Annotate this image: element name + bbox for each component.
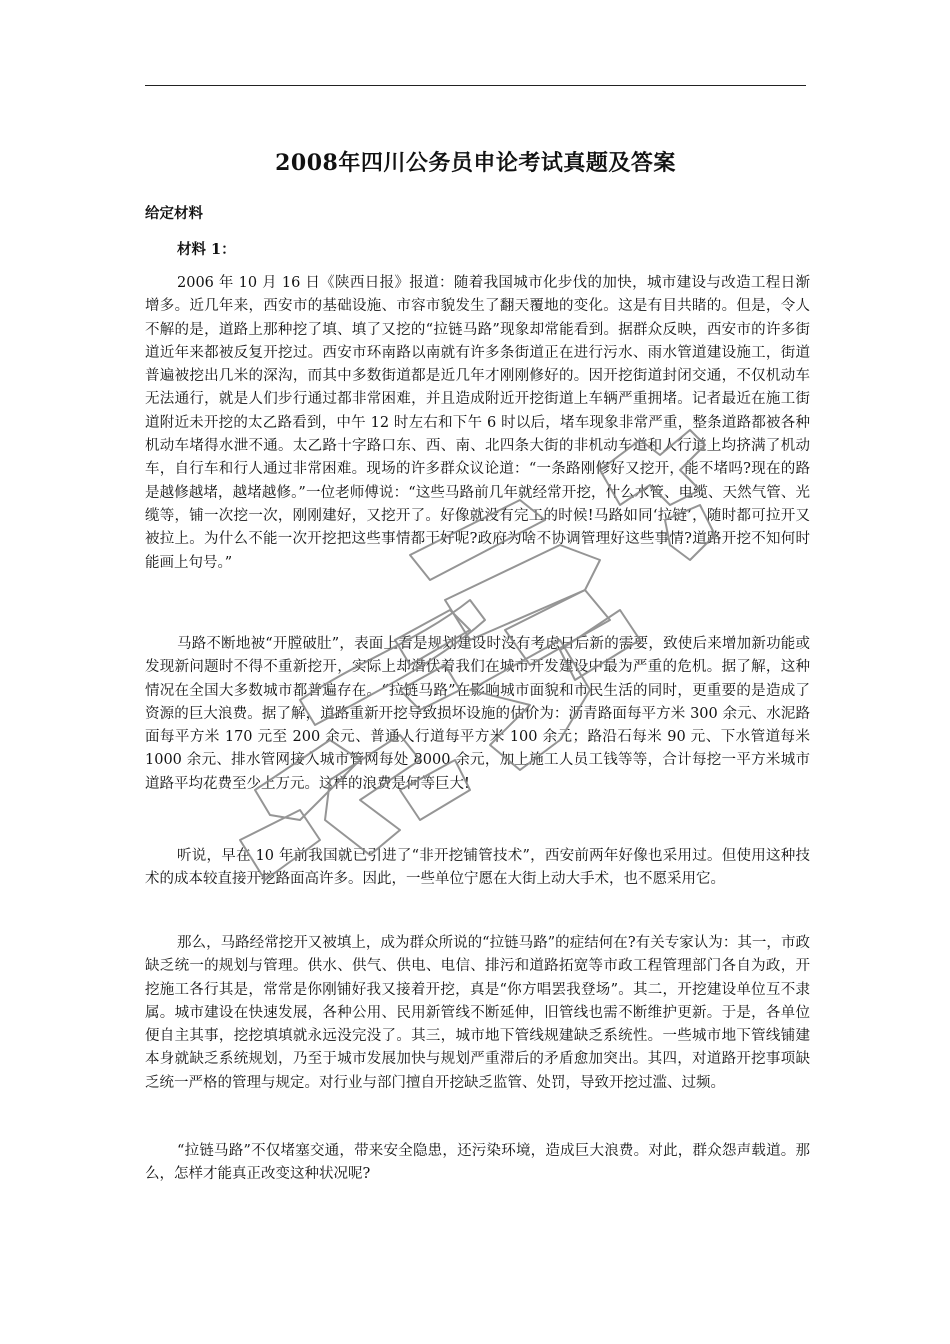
paragraph-2 [145,633,810,796]
paragraph-4 [145,932,810,1095]
document-title: 2008年四川公务员申论考试真题及答案 [275,150,676,176]
paragraph-text: 2006 年 10 月 16 日《陕西日报》报道：随着我国城市化步伐的加快，城市建设与改造工程日渐增多。近几年来，西安市的基础设施、市容市貌发生了翻天覆地的变化。这是有目共睹的。但是，令人不解的是，道路上那种挖了填、填了又挖的“拉链马路”现象却常能看到。据群众反映，西安市的许多街道近年来都被反复开挖过。西安市环南路以南就有许多条街道正在进行污水、雨水管道建设施工，街道普遍被挖出几米的深沟，而其中多数街道都是近几年才刚刚修好的。因开挖街道封闭交通，不仅机动车无法通行，就是人们步行通过都非常困难，并且造成附近开挖街道上车辆严重拥堵。记者最近在施工街道附近未开挖的太乙路看到，中午 12 时左右和下午 6 时以后，堵车现象非常严重，整条道路都被各种机动车堵得水泄不通。太乙路十字路口东、西、南、北四条大街的非机动车道和人行道上均挤满了机动车，自行车和行人通过非常困难。现场的许多群众议论道：“一条路刚修好又挖开，能不堵吗?现在的路是越修越堵，越堵越修。”一位老师傅说：“这些马路前几年就经常开挖，什么水管、电缆、天然气管、光缆等，铺一次挖一次，刚刚建好，又挖开了。好像就没有完工的时候!马路如同‘拉链’，随时都可拉开又被拉上。为什么不能一次开挖把这些事情都干好呢?政府为啥不协调管理好这些事情?道路开挖不知何时能画上句号。” [145,275,810,571]
header-rule [145,85,806,86]
paragraph-text: 听说，早在 10 年前我国就已引进了“非开挖铺管技术”，西安前两年好像也采用过。但使用这种技术的成本较直接开挖路面高许多。因此，一些单位宁愿在大街上动大手术，也不愿采用它。 [145,848,810,888]
paragraph-text: “拉链马路”不仅堵塞交通，带来安全隐患，还污染环境，造成巨大浪费。对此，群众怨声载道。那么，怎样才能真正改变这种状况呢? [145,1143,810,1183]
subsection-heading: 材料 1： [177,241,236,258]
section-heading: 给定材料 [145,205,203,222]
paragraph-1 [145,272,810,575]
paragraph-5 [145,1140,810,1187]
paragraph-text: 马路不断地被“开膛破肚”，表面上看是规划建设时没有考虑日后新的需要，致使后来增加新功能或发现新问题时不得不重新挖开，实际上却潜伏着我们在城市开发建设中最为严重的危机。据了解，这种情况在全国大多数城市都普遍存在。“拉链马路”在影响城市面貌和市民生活的同时，更重要的是造成了资源的巨大浪费。据了解，道路重新开挖导致损坏设施的估价为：沥青路面每平方米 300 余元、水泥路面每平方米 170 元至 200 余元、普通人行道每平方米 100 余元；路沿石每米 90 元、下水管道每米 1000 余元、排水管网接入城市管网每处 8000 余元，加上施工人员工钱等等，合计每挖一平方米城市道路平均花费至少上万元。这样的浪费是何等巨大! [145,636,810,792]
paragraph-3 [145,845,810,892]
paragraph-text: 那么，马路经常挖开又被填上，成为群众所说的“拉链马路”的症结何在?有关专家认为：其一，市政缺乏统一的规划与管理。供水、供气、供电、电信、排污和道路拓宽等市政工程管理部门各自为政，开挖施工各行其是，常常是你刚铺好我又接着开挖，真是“你方唱罢我登场”。其二，开挖建设单位互不隶属。城市建设在快速发展，各种公用、民用新管线不断延伸，旧管线也需不断维护更新。于是，各单位便自主其事，挖挖填填就永远没完没了。其三，城市地下管线规建缺乏系统性。一些城市地下管线铺建本身就缺乏系统规划，乃至于城市发展加快与规划严重滞后的矛盾愈加突出。其四，对道路开挖事项缺乏统一严格的管理与规定。对行业与部门擅自开挖缺乏监管、处罚，导致开挖过滥、过频。 [145,935,810,1091]
